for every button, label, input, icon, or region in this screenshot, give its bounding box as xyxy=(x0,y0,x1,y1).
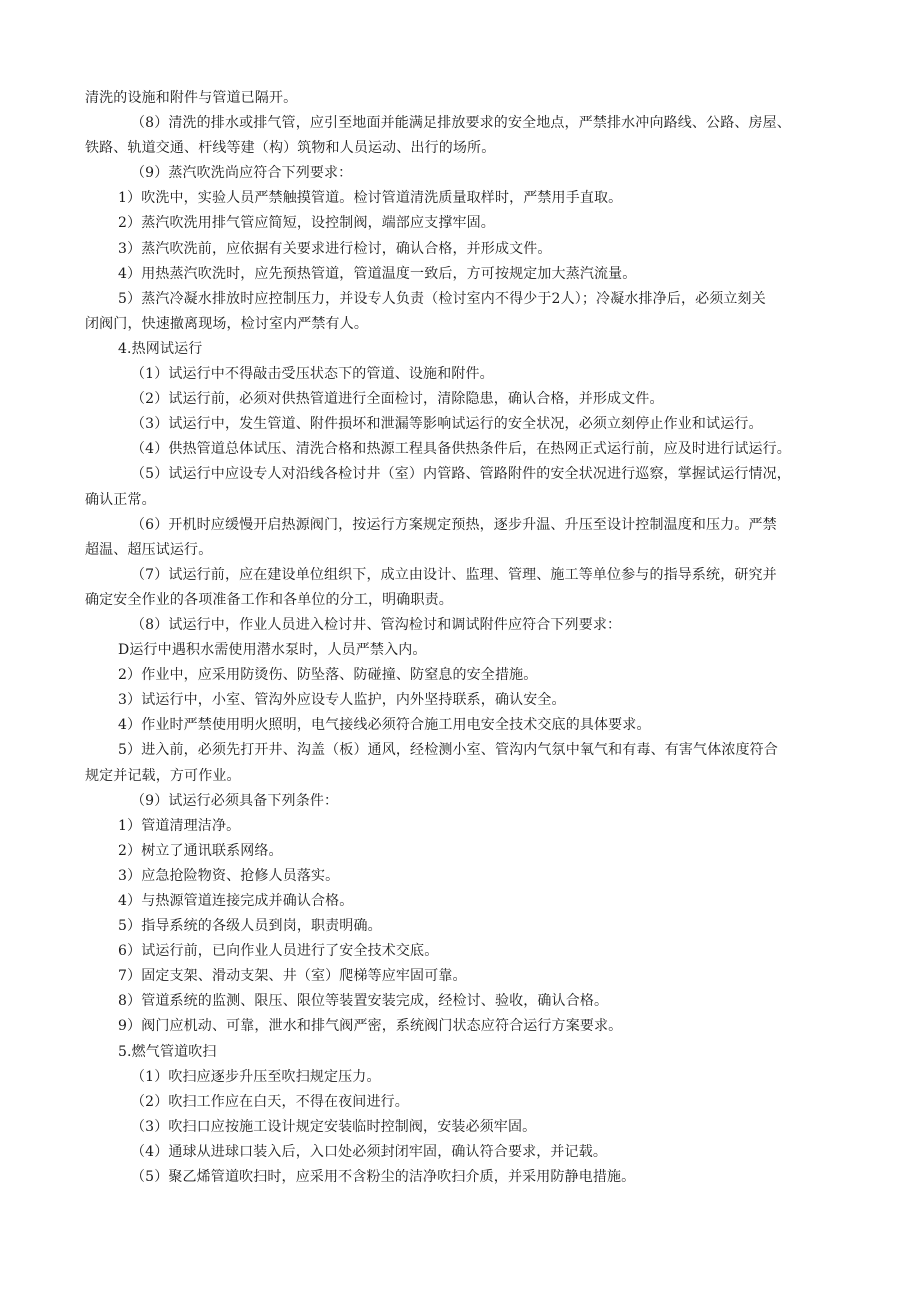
text-line: 1）管道清理洁净。 xyxy=(118,817,241,834)
text-line: （5）聚乙烯管道吹扫时，应采用不含粉尘的洁净吹扫介质，并采用防静电措施。 xyxy=(131,1169,636,1186)
text-line: （5）试运行中应设专人对沿线各检讨井（室）内管路、管路附件的安全状况进行巡察，掌握试运行情况， xyxy=(131,466,791,483)
text-line: 确认正常。 xyxy=(85,491,156,508)
text-line: （3）吹扫口应按施工设计规定安装临时控制阀，安装必须牢固。 xyxy=(131,1118,537,1135)
text-line: （2）试运行前，必须对供热管道进行全面检讨，清除隐患，确认合格，并形成文件。 xyxy=(131,391,664,408)
text-line: （8）试运行中，作业人员进入检讨井、管沟检讨和调试附件应符合下列要求： xyxy=(131,616,622,633)
text-line: 清洗的设施和附件与管道已隔开。 xyxy=(85,90,298,106)
text-line: （4）通球从进球口装入后，入口处必须封闭牢固，确认符合要求，并记载。 xyxy=(131,1143,608,1160)
text-line: 3）应急抢险物资、抢修人员落实。 xyxy=(118,867,340,884)
text-line: （6）开机时应缓慢开启热源阀门，按运行方案规定预热，逐步升温、升压至设计控制温度和压力。严禁 xyxy=(131,516,777,533)
text-line: 3）试运行中，小室、管沟外应设专人监护，内外坚持联系，确认安全。 xyxy=(118,692,566,709)
document-body xyxy=(85,86,855,1190)
text-line: （1）吹扫应逐步升压至吹扫规定压力。 xyxy=(131,1068,381,1085)
text-line: 5）蒸汽冷凝水排放时应控制压力，并设专人负责（检讨室内不得少于2人）；冷凝水排净后，必须立刻关 xyxy=(118,290,766,307)
text-line: 6）试运行前，已向作业人员进行了安全技术交底。 xyxy=(118,943,439,960)
text-line: 2）树立了通讯联系网络。 xyxy=(118,842,283,859)
text-line: 铁路、轨道交通、杆线等建（构）筑物和人员运动、出行的场所。 xyxy=(85,140,496,157)
section-heading: 5.燃气管道吹扫 xyxy=(118,1043,217,1060)
text-line: 4）用热蒸汽吹洗时，应先预热管道，管道温度一致后，方可按规定加大蒸汽流量。 xyxy=(118,265,637,282)
text-line: 4）与热源管道连接完成并确认合格。 xyxy=(118,893,354,909)
text-line: 7）固定支架、滑动支架、井（室）爬梯等应牢固可靠。 xyxy=(118,968,467,985)
section-heading: 4.热网试运行 xyxy=(118,340,203,357)
text-line: （1）试运行中不得敲击受压状态下的管道、设施和附件。 xyxy=(131,366,494,383)
text-line: 规定并记载，方可作业。 xyxy=(85,767,241,784)
text-line: 9）阀门应机动、可靠，泄水和排气阀严密，系统阀门状态应符合运行方案要求。 xyxy=(118,1018,623,1035)
text-line: （4）供热管道总体试压、清洗合格和热源工程具备供热条件后，在热网正式运行前，应及时进行试运行。 xyxy=(131,441,791,458)
text-line: （2）吹扫工作应在白天，不得在夜间进行。 xyxy=(131,1093,409,1110)
text-line: 4）作业时严禁使用明火照明，电气接线必须符合施工用电安全技术交底的具体要求。 xyxy=(118,717,651,734)
text-line: （7）试运行前，应在建设单位组织下，成立由设计、监理、管理、施工等单位参与的指导系统，研究并 xyxy=(131,566,777,583)
text-line: 2）蒸汽吹洗用排气管应简短，设控制阀，端部应支撑牢固。 xyxy=(118,215,495,232)
text-line: 1）吹洗中，实验人员严禁触摸管道。检讨管道清洗质量取样时，严禁用手直取。 xyxy=(118,190,623,207)
text-line: （9）蒸汽吹洗尚应符合下列要求： xyxy=(131,165,353,182)
text-line: 5）进入前，必须先打开井、沟盖（板）通风，经检测小室、管沟内气氛中氧气和有毒、有害气体浓度符合 xyxy=(118,742,778,759)
text-line: 闭阀门，快速撤离现场，检讨室内严禁有人。 xyxy=(85,315,368,332)
text-line: （3）试运行中，发生管道、附件损坏和泄漏等影响试运行的安全状况，必须立刻停止作业和试运行。 xyxy=(131,416,763,433)
text-line: 超温、超压试运行。 xyxy=(85,541,213,558)
text-line: D运行中遇积水需使用潜水泵时，人员严禁入内。 xyxy=(118,642,427,659)
text-line: 8）管道系统的监测、限压、限位等装置安装完成，经检讨、验收，确认合格。 xyxy=(118,993,609,1010)
text-line: （9）试运行必须具备下列条件： xyxy=(131,792,339,809)
text-line: 2）作业中，应采用防烫伤、防坠落、防碰撞、防窒息的安全措施。 xyxy=(118,667,538,684)
text-line: 5）指导系统的各级人员到岗，职责明确。 xyxy=(118,918,382,935)
text-line: （8）清洗的排水或排气管，应引至地面并能满足排放要求的安全地点，严禁排水冲向路线、公路、房屋、 xyxy=(131,115,791,132)
text-line: 确定安全作业的各项准备工作和各单位的分工，明确职责。 xyxy=(85,591,453,608)
text-line: 3）蒸汽吹洗前，应依据有关要求进行检讨，确认合格，并形成文件。 xyxy=(118,240,552,257)
